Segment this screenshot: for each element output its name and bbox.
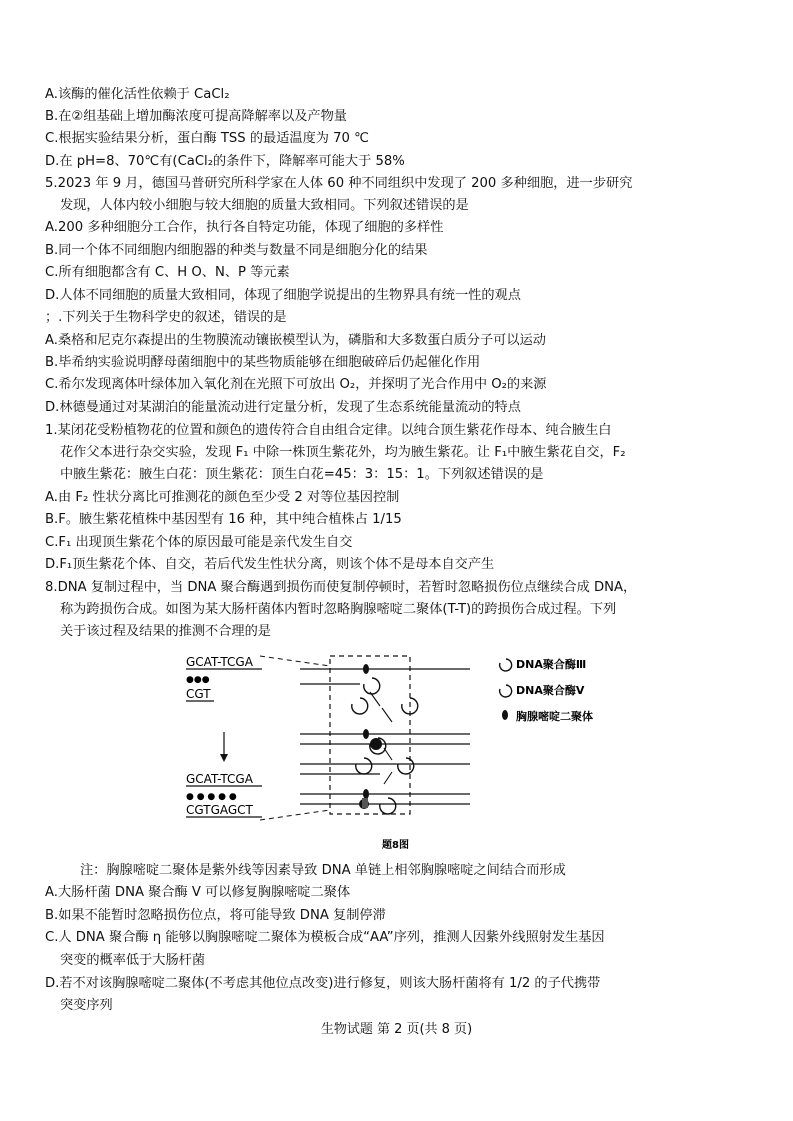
q5-stem-cont: 发现，人体内较小细胞与较大细胞的质量大致相同。下列叙述错误的是 <box>60 198 469 213</box>
q8-option-a: A.大肠杆菌 DNA 聚合酶 V 可以修复胸腺嘧啶二聚体 <box>45 885 351 900</box>
polymerase-v-legend-icon <box>500 685 512 697</box>
legend-thymine-dimer: 胸腺嘧啶二聚体 <box>516 710 593 723</box>
q7-option-a: A.由 F₂ 性状分离比可推测花的颜色至少受 2 对等位基因控制 <box>45 490 400 505</box>
q7-stem: 1.某闭花受粉植物花的位置和颜色的遗传符合自由组合定律。以纯合顶生紫花作母本、纯合腋生白 <box>45 423 612 438</box>
q6-option-c: C.希尔发现离体叶绿体加入氧化剂在光照下可放出 O₂，并探明了光合作用中 O₂的来源 <box>45 377 547 392</box>
q8-option-c-cont: 突变的概率低于大肠杆菌 <box>60 953 206 968</box>
q5-option-b: B.同一个体不同细胞内细胞器的种类与数量不同是细胞分化的结果 <box>45 243 428 258</box>
top-strand-seq: GCAT-TCGA <box>186 655 253 669</box>
q8-figure <box>170 648 650 858</box>
legend-polymerase-v: DNA聚合酶Ⅴ <box>516 684 585 697</box>
figure-caption: 题8图 <box>382 840 409 851</box>
thymine-dimer-icon <box>363 664 369 674</box>
bottom-complement-seq: CGTGAGCT <box>186 803 253 817</box>
bottom-strand-seq: GCAT-TCGA <box>186 772 253 786</box>
q6-option-a: A.桑格和尼克尔森提出的生物膜流动镶嵌模型认为，磷脂和大多数蛋白质分子可以运动 <box>45 333 546 348</box>
page-footer: 生物试题 第 2 页(共 8 页) <box>320 1022 473 1037</box>
q8-stem-cont2: 关于该过程及结果的推测不合理的是 <box>60 624 271 639</box>
q7-option-c: C.F₁ 出现顶生紫花个体的原因最可能是亲代发生自交 <box>45 535 353 550</box>
q6-stem: ；.下列关于生物科学史的叙述，错误的是 <box>45 310 287 325</box>
bottom-strand-dots: ● ● ● ● ● <box>186 792 237 802</box>
q8-stem-cont1: 称为跨损伤合成。如图为某大肠杆菌体内暂时忽略胸腺嘧啶二聚体(T-T)的跨损伤合成过程。下列 <box>60 602 617 617</box>
q8-stem: 8.DNA 复制过程中，当 DNA 聚合酶遇到损伤而使复制停顿时，若暂时忽略损伤位点继续合成 DNA， <box>45 580 637 595</box>
q8-option-c: C.人 DNA 聚合酶 η 能够以胸腺嘧啶二聚体为模板合成“AA”序列，推测人因紫外线照射发生基因 <box>45 930 605 945</box>
translesion-synthesis-diagram <box>170 648 650 858</box>
q6-option-b: B.毕希纳实验说明酵母菌细胞中的某些物质能够在细胞破碎后仍起催化作用 <box>45 355 481 370</box>
polymerase-iii-legend-icon <box>500 659 512 671</box>
thymine-dimer-icon <box>363 789 369 799</box>
q7-option-d: D.F₁顶生紫花个体、自交，若后代发生性状分离，则该个体不是母本自交产生 <box>45 557 495 572</box>
q8-option-d: D.若不对该胸腺嘧啶二聚体(不考虑其他位点改变)进行修复，则该大肠杆菌将有 1/2 的子代携带 <box>45 976 601 991</box>
thymine-dimer-icon <box>363 729 369 739</box>
q8-note: 注：胸腺嘧啶二聚体是紫外线等因素导致 DNA 单链上相邻胸腺嘧啶之间结合而形成 <box>80 863 566 878</box>
q4-option-a: A.该酶的催化活性依赖于 CaCl₂ <box>45 87 230 102</box>
legend-polymerase-iii: DNA聚合酶Ⅲ <box>516 658 587 671</box>
top-partial-seq: CGT <box>186 687 211 701</box>
q4-option-d: D.在 pH=8、70℃有(CaCl₂的条件下，降解率可能大于 58% <box>45 154 405 169</box>
q4-option-b: B.在②组基础上增加酶浓度可提高降解率以及产物量 <box>45 109 347 124</box>
polymerase-iii-icon <box>364 678 380 694</box>
q7-stem-cont2: 中腋生紫花：腋生白花：顶生紫花：顶生白花=45：3：15：1。下列叙述错误的是 <box>60 467 544 482</box>
q5-stem: 5.2023 年 9 月，德国马普研究所科学家在人体 60 种不同组织中发现了 200 多种细胞，进一步研究 <box>45 176 633 191</box>
q5-option-c: C.所有细胞都含有 C、H O、N、P 等元素 <box>45 265 290 280</box>
q7-option-b: B.F。腋生紫花植株中基因型有 16 种，其中纯合植株占 1/15 <box>45 512 402 527</box>
q8-option-d-cont: 突变序列 <box>60 998 113 1013</box>
q5-option-d: D.人体不同细胞的质量大致相同，体现了细胞学说提出的生物界具有统一性的观点 <box>45 288 521 303</box>
q7-stem-cont1: 花作父本进行杂交实验，发现 F₁ 中除一株顶生紫花外，均为腋生紫花。让 F₁中腋生紫花自交，F₂ <box>60 445 626 460</box>
top-strand-dots: ●●● <box>186 675 210 685</box>
thymine-dimer-legend-icon <box>502 710 508 720</box>
q4-option-c: C.根据实验结果分析，蛋白酶 TSS 的最适温度为 70 ℃ <box>45 131 369 146</box>
q8-option-b: B.如果不能暂时忽略损伤位点，将可能导致 DNA 复制停滞 <box>45 908 386 923</box>
q5-option-a: A.200 多种细胞分工合作，执行各自特定功能，体现了细胞的多样性 <box>45 220 444 235</box>
q6-option-d: D.林德曼通过对某湖泊的能量流动进行定量分析，发现了生态系统能量流动的特点 <box>45 400 521 415</box>
